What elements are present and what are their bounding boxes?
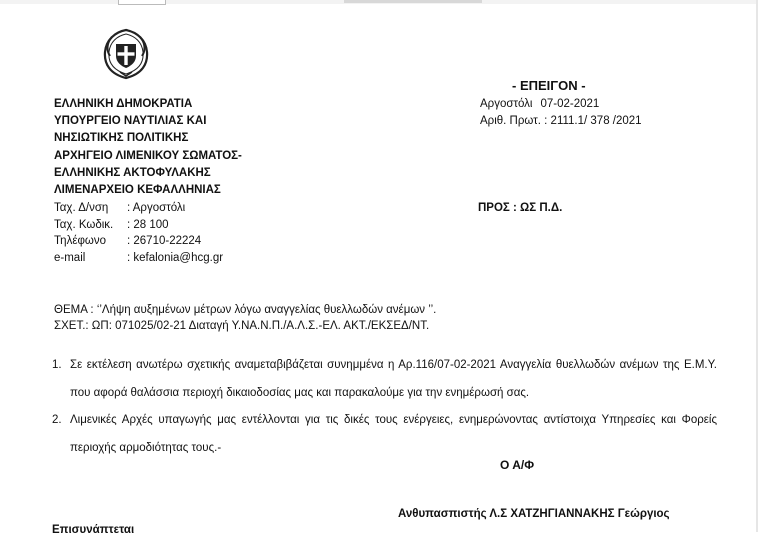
document-metadata	[480, 96, 642, 130]
list-item	[52, 407, 717, 462]
protocol-number: 2111.1/ 378 /2021	[550, 115, 642, 128]
contact-value: : kefalonia@hcg.gr	[127, 251, 224, 264]
signoff: Ο Α/Φ	[500, 458, 535, 472]
urgency-label: - ΕΠΕΙΓΟΝ -	[512, 78, 586, 93]
contact-details	[54, 200, 223, 266]
hellenic-republic-emblem-icon	[100, 28, 152, 80]
viewer-top-toolbar	[0, 0, 758, 4]
item-text: Λιμενικές Αρχές υπαγωγής μας εντέλλονται για τις δικές τους ενέργειες, ενημερώνοντας αντίστοιχα Υπηρεσίες και Φορείς περιοχής αρμοδιότητας τους.-	[70, 414, 717, 454]
place-date-line	[480, 96, 642, 113]
org-line: ΛΙΜΕΝΑΡΧΕΙΟ ΚΕΦΑΛΛΗΝΙΑΣ	[54, 184, 221, 197]
contact-row	[54, 250, 223, 267]
issuing-authority-block	[54, 96, 242, 199]
toolbar-field[interactable]	[118, 0, 166, 5]
contact-row	[54, 233, 223, 250]
item-number: 1.	[52, 359, 62, 371]
item-text: Σε εκτέλεση ανωτέρω σχετικής αναμεταβιβάζεται συνημμένα η Αρ.116/07-02-2021 Αναγγελία θυελλωδών ανέμων της Ε.Μ.Υ. που αφορά θαλάσσια περιοχή δικαιοδοσίας μας και παρακαλούμε για την ενημέρωσή σας.	[70, 359, 717, 399]
org-line: ΕΛΛΗΝΙΚΗ ΔΗΜΟΚΡΑΤΙΑ	[54, 98, 193, 110]
item-number: 2.	[52, 414, 62, 426]
list-item	[52, 352, 717, 407]
org-line: ΕΛΛΗΝΙΚΗΣ ΑΚΤΟΦΥΛΑΚΗΣ	[54, 166, 211, 179]
document-date: 07-02-2021	[540, 98, 600, 110]
contact-label: e-mail	[54, 251, 86, 264]
subject-block	[54, 302, 436, 334]
contact-value: : 28 100	[127, 218, 169, 231]
reference-line: ΣΧΕΤ.: ΩΠ: 071025/02-21 Διαταγή Υ.ΝΑ.Ν.Π./Α.Λ.Σ.-ΕΛ. ΑΚΤ./ΕΚΣΕΔ/ΝΤ.	[54, 320, 430, 332]
org-line: ΝΗΣΙΩΤΙΚΗΣ ΠΟΛΙΤΙΚΗΣ	[54, 132, 189, 145]
toolbar-scroll-segment[interactable]	[344, 0, 482, 3]
recipient-line: ΠΡΟΣ : ΩΣ Π.Δ.	[478, 202, 563, 214]
contact-label: Ταχ. Δ/νση	[54, 202, 109, 214]
contact-row	[54, 217, 223, 234]
org-line: ΥΠΟΥΡΓΕΙΟ ΝΑΥΤΙΛΙΑΣ ΚΑΙ	[54, 115, 207, 128]
org-line: ΑΡΧΗΓΕΙΟ ΛΙΜΕΝΙΚΟΥ ΣΩΜΑΤΟΣ-	[54, 149, 242, 162]
protocol-line	[480, 113, 642, 130]
subject-line: ΘΕΜΑ : ‘’Λήψη αυξημένων μέτρων λόγω αναγγελίας θυελλωδών ανέμων ’’.	[54, 304, 437, 316]
contact-label: Ταχ. Κωδικ.	[54, 218, 114, 231]
place: Αργοστόλι	[480, 98, 533, 110]
attachment-heading: Επισυνάπτεται	[52, 524, 135, 536]
contact-value: : Αργοστόλι	[127, 202, 186, 214]
contact-value: : 26710-22224	[127, 235, 202, 247]
contact-row	[54, 200, 223, 217]
signer-name: Ανθυπασπιστής Λ.Σ ΧΑΤΖΗΓΙΑΝΝΑΚΗΣ Γεώργιος	[398, 508, 670, 520]
body-items	[52, 352, 717, 462]
protocol-label: Αριθ. Πρωτ. :	[480, 115, 548, 128]
contact-label: Τηλέφωνο	[54, 235, 107, 247]
